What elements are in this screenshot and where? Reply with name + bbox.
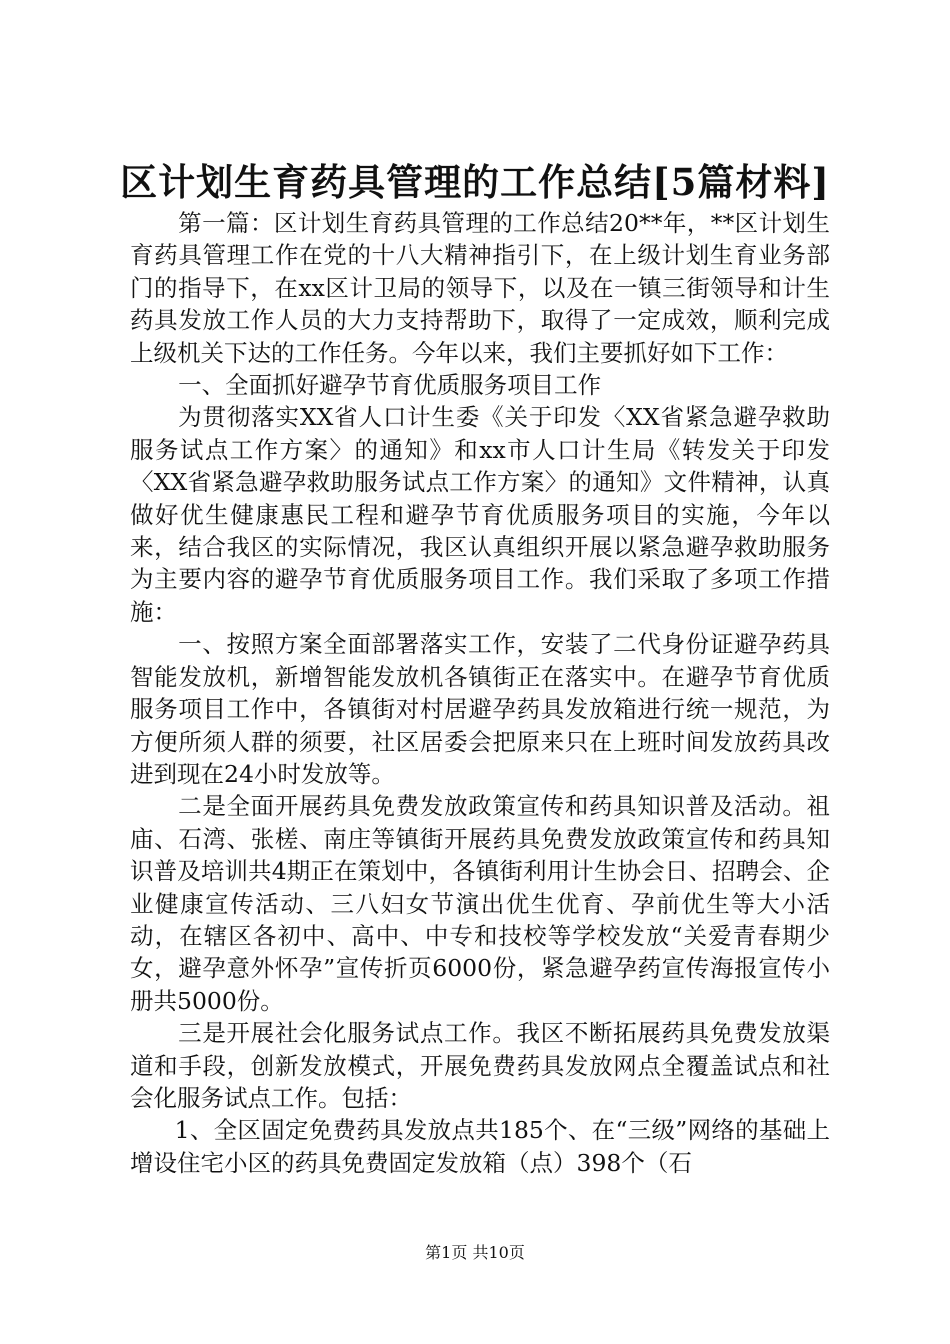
paragraph: 1、全区固定免费药具发放点共185个、在“三级”网络的基础上增设住宅小区的药具免费固定发放箱（点）398个（石 xyxy=(130,1116,830,1177)
document-title: 区计划生育药具管理的工作总结[5篇材料] xyxy=(120,160,830,204)
page-total: 共10页 xyxy=(472,1243,525,1262)
paragraph: 三是开展社会化服务试点工作。我区不断拓展药具免费发放渠道和手段，创新发放模式，开展免费药具发放网点全覆盖试点和社会化服务试点工作。包括： xyxy=(130,1019,830,1112)
paragraph: 第一篇：区计划生育药具管理的工作总结20**年，**区计划生育药具管理工作在党的十八大精神指引下，在上级计划生育业务部门的指导下，在xx区计卫局的领导下，以及在一镇三街领导和计生药具发放工作人员的大力支持帮助下，取得了一定成效，顺利完成上级机关下达的工作任务。今年以来，我们主要抓好如下工作： xyxy=(130,209,830,367)
section-heading: 一、全面抓好避孕节育优质服务项目工作 xyxy=(178,371,602,400)
page-footer xyxy=(0,1242,950,1264)
paragraph: 为贯彻落实XX省人口计生委《关于印发〈XX省紧急避孕救助服务试点工作方案〉的通知》和xx市人口计生局《转发关于印发〈XX省紧急避孕救助服务试点工作方案〉的通知》文件精神，认真做好优生健康惠民工程和避孕节育优质服务项目的实施，今年以来，结合我区的实际情况，我区认真组织开展以紧急避孕救助服务为主要内容的避孕节育优质服务项目工作。我们采取了多项工作措施： xyxy=(130,403,830,626)
page-number: 第1页 xyxy=(425,1243,468,1262)
document-body xyxy=(130,207,830,1179)
paragraph: 一、按照方案全面部署落实工作，安装了二代身份证避孕药具智能发放机，新增智能发放机各镇街正在落实中。在避孕节育优质服务项目工作中，各镇街对村居避孕药具发放箱进行统一规范，为方便所须人群的须要，社区居委会把原来只在上班时间发放药具改进到现在24小时发放等。 xyxy=(130,630,830,788)
paragraph: 二是全面开展药具免费发放政策宣传和药具知识普及活动。祖庙、石湾、张槎、南庄等镇街开展药具免费发放政策宣传和药具知识普及培训共4期正在策划中，各镇街利用计生协会日、招聘会、企业健康宣传活动、三八妇女节演出优生优育、孕前优生等大小活动，在辖区各初中、高中、中专和技校等学校发放“关爱青春期少女，避孕意外怀孕”宣传折页6000份，紧急避孕药宣传海报宣传小册共5000份。 xyxy=(130,792,830,1015)
